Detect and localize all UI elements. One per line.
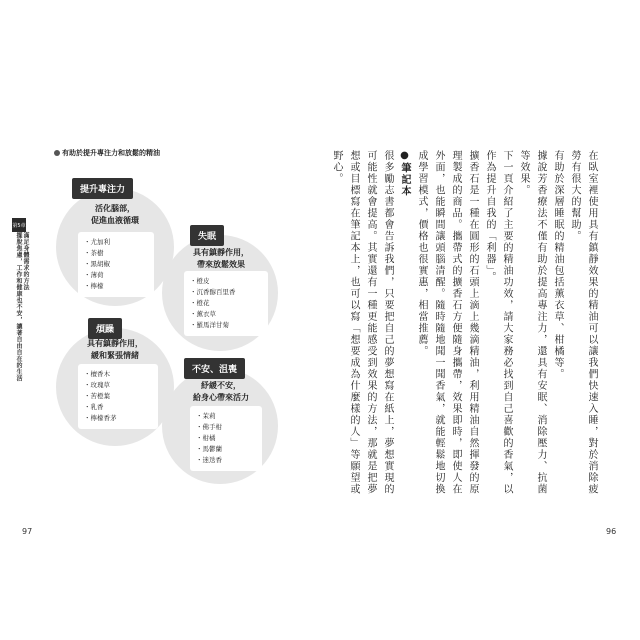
effect-line: 活化腦部， [95, 204, 135, 213]
effect-line: 促進血液循環 [91, 216, 139, 225]
list-item: ・ 迷迭香 [196, 455, 256, 466]
list-item: ・ 羅馬洋甘菊 [190, 320, 262, 331]
page-number-right: 96 [606, 527, 617, 536]
list-item: ・ 薰衣草 [190, 309, 262, 320]
effect-line: 緩和緊張情緒 [91, 351, 139, 360]
list-item: ・ 茶樹 [84, 248, 148, 259]
list-item: ・ 乳香 [84, 402, 152, 413]
card-focus [60, 178, 170, 303]
card-oil-list [184, 271, 268, 336]
card-oil-list [190, 406, 262, 471]
effect-line: 具有鎮靜作用， [87, 339, 143, 348]
effect-line: 帶來放鬆效果 [197, 260, 245, 269]
effect-line: 給身心帶來活力 [193, 393, 249, 402]
list-item: ・ 玫瑰草 [84, 380, 152, 391]
card-oil-list [78, 364, 158, 429]
side-running-subtitle: 滿足身體需求的方法 [22, 232, 29, 291]
card-effect [60, 203, 170, 227]
list-item: ・ 沉香醇百里香 [190, 287, 262, 298]
list-item: ・ 薄荷 [84, 270, 148, 281]
card-label: 不安、沮喪 [184, 358, 245, 379]
body-paragraph: 在臥室裡使用具有鎮靜效果的精油可以讓我們快速入睡，對於消除疲勞有很大的幫助。 [569, 150, 597, 495]
list-item: ・ 檀香木 [84, 369, 152, 380]
chapter-tab: 第5章 [12, 218, 26, 232]
card-label: 煩躁 [88, 318, 122, 339]
note-paragraph: 很多勵志書都會告訴我們，只要把自己的夢想寫在紙上，夢想實現的可能性就會提高。其實還有一種更能感受到效果的方法，那就是把夢想或目標寫在筆記本上，也可以寫「想要成為什麼樣的人」等願望或野心。 [331, 150, 393, 495]
card-oil-list [78, 232, 154, 297]
body-paragraph: 據說芳香療法不僅有助於提高專注力，還具有安眠、消除壓力、抗菌等效果。 [518, 150, 546, 495]
effect-line: 紓緩不安， [201, 381, 241, 390]
list-item: ・ 黑胡椒 [84, 259, 148, 270]
card-label: 失眠 [190, 225, 224, 246]
list-item: ・ 柑橘 [196, 433, 256, 444]
card-insomnia [166, 225, 276, 350]
list-item: ・ 橙花 [190, 298, 262, 309]
list-item: ・ 苦橙葉 [84, 391, 152, 402]
card-anxiety [166, 358, 276, 483]
body-paragraph: 下一頁介紹了主要的精油功效，請大家務必找到自己喜歡的香氣，以作為提升自我的「利器」。 [484, 150, 512, 495]
effect-line: 具有鎮靜作用， [193, 248, 249, 257]
list-item: ・ 尤加利 [84, 237, 148, 248]
note-heading: ●筆記本 [399, 150, 410, 197]
card-effect [166, 380, 276, 404]
side-running-title: 擺脫焦慮，工作和健康也不安，讓著自由自在的生活 [15, 232, 22, 382]
section-title [54, 148, 160, 158]
card-irritability [60, 318, 170, 443]
bullet-dot-icon [54, 150, 60, 156]
list-item: ・ 茉莉 [196, 411, 256, 422]
body-paragraph: 有助於深層睡眠的精油包括薰衣草、柑橘等。 [552, 150, 563, 380]
section-title-text: 有助於提升專注力和放鬆的精油 [62, 149, 160, 157]
page-number-left: 97 [22, 527, 33, 536]
note-heading-text: 筆記本 [399, 162, 410, 197]
body-paragraph: 擴香石是一種在圓形的石頭上滴上幾滴精油，利用精油自然揮發的原理製成的商品。攜帶式的擴香石方便隨身攜帶，效果即時，即使人在外面，也能瞬間讓頭腦清醒。隨時隨地聞一聞香氣，就能輕鬆地切換成學習模式，價格也很實惠，相當推薦。 [416, 150, 478, 495]
list-item: ・ 佛手柑 [196, 422, 256, 433]
card-effect [166, 247, 276, 271]
list-item: ・ 橙皮 [190, 276, 262, 287]
list-item: ・ 檸檬香茅 [84, 413, 152, 424]
list-item: ・ 馬鬱蘭 [196, 444, 256, 455]
body-text [331, 150, 600, 505]
list-item: ・ 檸檬 [84, 281, 148, 292]
card-effect [60, 338, 170, 362]
card-label: 提升專注力 [72, 178, 133, 199]
